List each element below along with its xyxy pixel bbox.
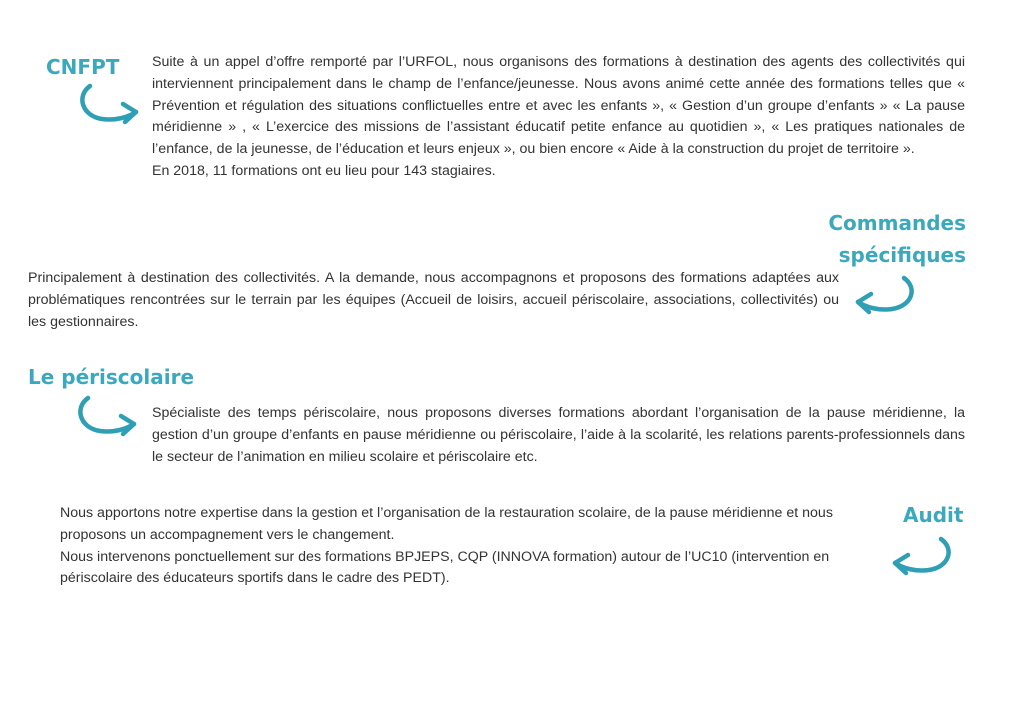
audit-text-bpjeps: Nous intervenons ponctuellement sur des formations BPJEPS, CQP (INNOVA formation) autour de l’UC10 (intervention en périscolaire des éducateurs sportifs dans le cadre des PEDT). [60, 548, 830, 587]
cnfpt-stats: En 2018, 11 formations ont eu lieu pour 143 stagiaires. [152, 162, 496, 179]
cnfpt-paragraph [152, 52, 965, 183]
commandes-text: Principalement à destination des collectivités. A la demande, nous accompagnons et proposons des formations adaptées aux problématiques rencontrées sur le terrain par les équipes (Accueil de loisirs, accueil périscolaire, associations, collectivités) ou les gestionnaires. [28, 270, 839, 330]
periscolaire-text: Spécialiste des temps périscolaire, nous proposons diverses formations abordant l’organisation de la pause méridienne, la gestion d’un groupe d’enfants en pause méridienne ou périscolaire, l’aide à la scolarité, les relations parents-professionnels dans le secteur de l’animation en milieu scolaire et périscolaire etc. [152, 405, 965, 465]
audit-heading: Audit [903, 503, 964, 527]
periscolaire-paragraph [152, 403, 965, 468]
audit-paragraph [60, 503, 875, 590]
commandes-heading-line1: Commandes [828, 211, 966, 235]
commandes-paragraph [28, 268, 839, 333]
curved-arrow-left-icon [887, 533, 957, 583]
curved-arrow-right-icon [72, 394, 142, 444]
commandes-heading-line2: spécifiques [838, 243, 966, 267]
curved-arrow-left-icon [850, 272, 920, 322]
periscolaire-heading: Le périscolaire [28, 365, 195, 389]
commandes-heading [828, 207, 966, 271]
curved-arrow-right-icon [74, 82, 144, 132]
audit-text: Nous apportons notre expertise dans la gestion et l’organisation de la restauration scolaire, de la pause méridienne et nous proposons un accompagnement vers le changement. [60, 505, 833, 543]
cnfpt-text: Suite à un appel d’offre remporté par l’URFOL, nous organisons des formations à destination des agents des collectivités qui interviennent principalement dans le champ de l’enfance/jeunesse. Nous avons animé cette année des formations telles que « Prévention et régulation des situations conflictuelles entre et avec les enfants », « Gestion d’un groupe d’enfants » « La pause méridienne » , « L’exercice des missions de l’assistant éducatif petite enfance au quotidien », « Les pratiques nationales de l’enfance, de la jeunesse, de l’éducation et leurs enjeux », ou bien encore « Aide à la construction du projet de territoire ». [152, 54, 965, 158]
cnfpt-heading: CNFPT [46, 55, 120, 79]
